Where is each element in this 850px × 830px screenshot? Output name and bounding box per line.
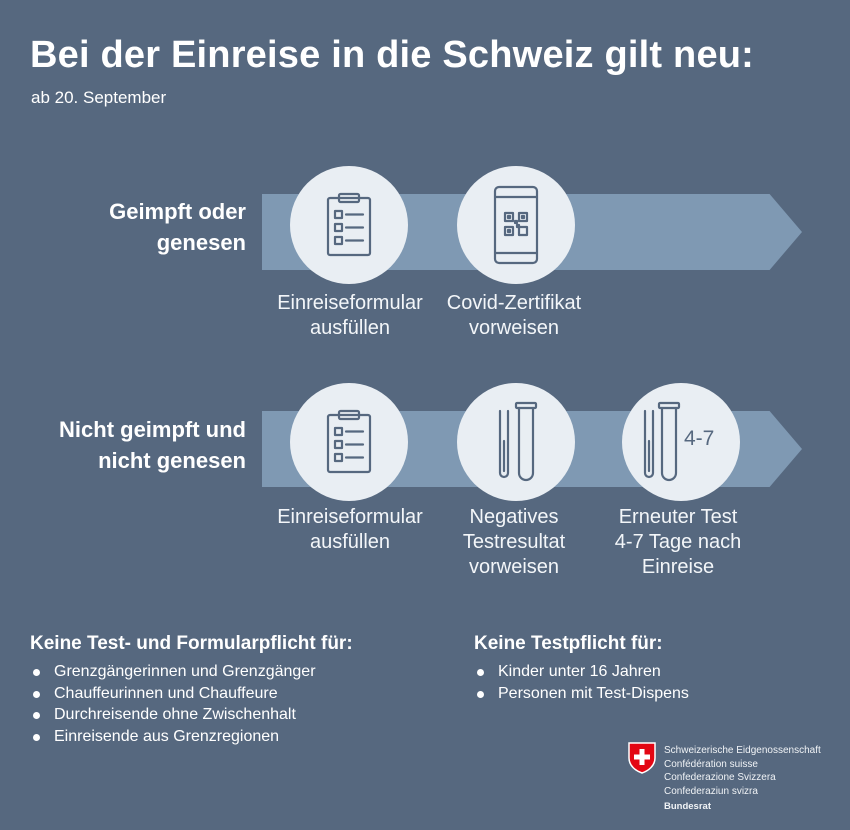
days-badge-text: 4-7 [684,427,715,450]
test-tube-days-icon [641,401,721,483]
step-retest-label: Erneuter Test 4-7 Tage nach Einreise [614,506,742,578]
no-test-heading: Keine Testpflicht für: [474,633,663,654]
clipboard-icon-circle [290,166,408,284]
step-certificate-label: Covid-Zertifikat vorweisen [446,292,582,339]
test-tube-icon [494,401,538,483]
row-1-label: Geimpft oder genesen [109,199,246,255]
list-item: Kinder unter 16 Jahren [474,661,689,683]
page-subtitle: ab 20. September [31,88,167,107]
swiss-coat-of-arms-icon [628,742,656,774]
list-item: Chauffeurinnen und Chauffeure [30,683,316,705]
row-2-label: Nicht geimpft und nicht genesen [59,417,246,473]
list-item: Personen mit Test-Dispens [474,683,689,705]
test-tube-days-icon-circle [622,383,740,501]
clipboard-icon [326,193,372,257]
no-test-no-form-heading: Keine Test- und Formularpflicht für: [30,633,353,654]
phone-qr-icon [493,185,539,265]
list-item: Grenzgängerinnen und Grenzgänger [30,661,316,683]
list-item: Durchreisende ohne Zwischenhalt [30,704,316,726]
phone-qr-icon-circle [457,166,575,284]
step-negative-test-label: Negatives Testresultat vorweisen [462,506,566,578]
federal-authority-text: Schweizerische Eidgenossenschaft Confédération suisse Confederazione Svizzera Confederaziun svizra [664,745,821,797]
list-item: Einreisende aus Grenzregionen [30,726,316,748]
no-test-list [474,661,689,704]
clipboard-icon-circle-2 [290,383,408,501]
clipboard-icon [326,410,372,474]
test-tube-icon-circle [457,383,575,501]
step-form-label-2: Einreiseformular ausfüllen [277,506,423,553]
step-form-label: Einreiseformular ausfüllen [277,292,423,339]
no-test-no-form-list [30,661,316,747]
department-name: Bundesrat [664,801,711,812]
page-title: Bei der Einreise in die Schweiz gilt neu: [30,34,755,76]
